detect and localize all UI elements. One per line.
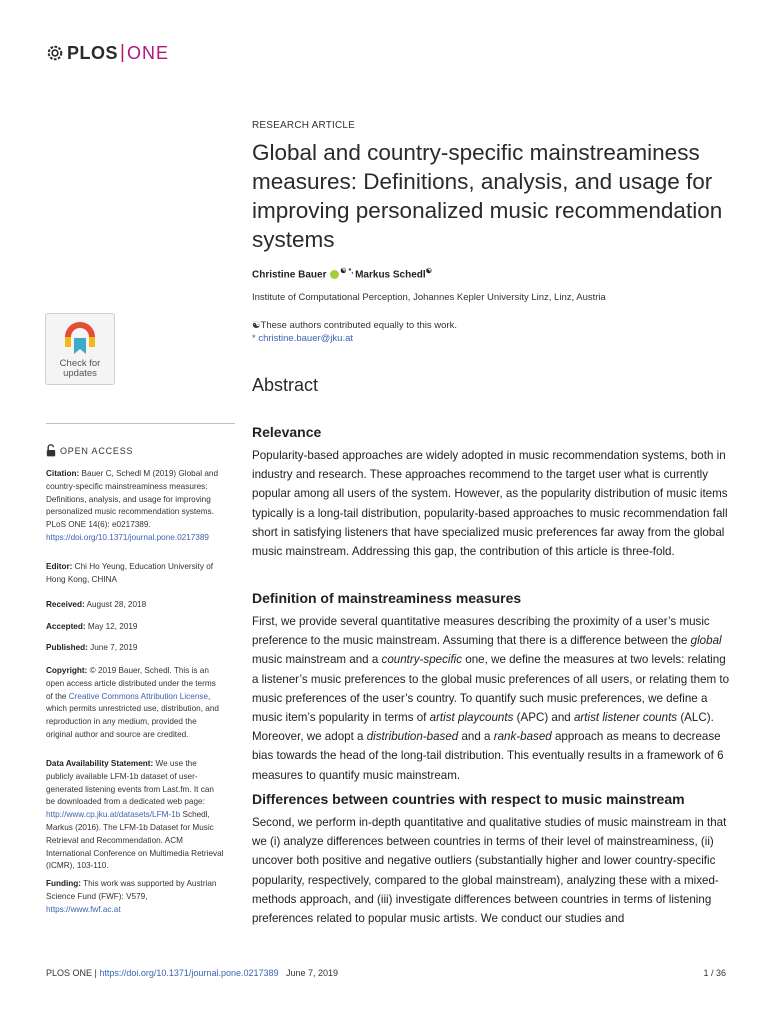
author-list (252, 267, 732, 280)
orcid-icon[interactable] (330, 270, 339, 279)
logo-plos-text: PLOS (67, 42, 119, 63)
funding-link[interactable]: https://www.fwf.ac.at (46, 904, 121, 914)
funding-label: Funding: (46, 879, 82, 888)
published-block (46, 642, 224, 655)
received-label: Received: (46, 600, 85, 609)
emphasis-distribution-based: distribution-based (366, 730, 459, 744)
footer-journal: PLOS ONE | (46, 968, 100, 978)
copyright-text: © 2019 Bauer, Schedl. This is an open access article distributed under the terms of the (46, 666, 216, 701)
open-lock-icon (46, 444, 56, 457)
data-availability-text-2: Schedl, Markus (2016). The LFM-1b Dataset for Music Retrieval and Recommendation. ACM International Conference on Multimedia Retrieval (ICMR), 103-110. (46, 810, 224, 871)
author-notes (252, 319, 732, 345)
data-availability-block (46, 758, 224, 873)
data-availability-label: Data Availability Statement: (46, 759, 154, 768)
citation-label: Citation: (46, 469, 80, 478)
differences-heading: Differences between countries with respect to music mainstream (252, 791, 685, 807)
open-access-label (46, 444, 133, 457)
received-block (46, 599, 224, 612)
author-marks: ☯ (425, 268, 432, 275)
emphasis-rank-based: rank-based (493, 730, 552, 744)
page-number: 1 / 36 (703, 968, 726, 978)
citation-text: Bauer C, Schedl M (2019) Global and country-specific mainstreaminess measures: Definitions, analysis, and usage for improving personalized music recommendation systems. PLoS ONE 14(6): e0217389. (46, 469, 219, 530)
accepted-label: Accepted: (46, 622, 86, 631)
abstract-heading: Abstract (252, 375, 319, 395)
check-for-updates-badge[interactable] (45, 313, 115, 385)
copyright-text-2: , which permits unrestricted use, distribution, and reproduction in any medium, provided the original author and source are credited. (46, 691, 219, 739)
published-date: June 7, 2019 (87, 643, 138, 652)
emphasis-artist-listener-counts: artist listener counts (573, 711, 678, 725)
definition-text: approach as means to decrease bias towards the head of the long-tail distribution. This eventually results in a framework of 6 measures to quantify music mainstream. (252, 730, 724, 782)
article-title: Global and country-specific mainstreaminess measures: Definitions, analysis, and usage for improving personalized music recommendation systems (252, 140, 723, 252)
data-availability-text: We use the publicly available LFM-1b dataset of user-generated listening events from Last.fm. It can be downloaded from a dedicated web page: (46, 759, 214, 807)
corresponding-author (252, 332, 732, 345)
relevance-paragraph: Popularity-based approaches are widely adopted in music recommendation systems, both in industry and research. These approaches recommend to the target user what is currently popular among all users of the system. However, as the popularity distribution of music items typically is a long-tail distribution, popularity-based approaches to music recommendation fall short in satisfying listeners that have specialized music preferences far away from the global music mainstream. Addressing this gap, the contribution of this article is three-fold. (252, 449, 728, 559)
accepted-date: May 12, 2019 (85, 622, 138, 631)
logo-one-text: ONE (126, 42, 169, 63)
definition-text: (APC) and (513, 711, 574, 725)
email-link[interactable]: christine.bauer@jku.at (258, 333, 354, 344)
logo-separator: | (120, 42, 125, 63)
plos-gear-icon (46, 44, 64, 62)
accepted-block (46, 621, 224, 634)
definition-text: First, we provide several quantitative measures describing the proximity of a user’s music preference to the music mainstream. Assuming that there is a difference between the (252, 615, 710, 648)
published-label: Published: (46, 643, 88, 652)
citation-block (46, 468, 224, 545)
differences-paragraph: Second, we perform in-depth quantitative and qualitative studies of music mainstream in that we (i) analyze differences between countries in terms of their level of mainstreaminess, (ii) uncover both positive and negative outliers (substantially higher and lower country-specific popularity, respectively, compared to the global mainstream), analyzing these with a mixed-methods approach, and (iii) investigate differences between countries in terms of listening preferences related to popular music artists. We conduct our studies and (252, 816, 727, 926)
definition-text: one, we define the measures at two levels: relating a listener’s music preferences to the global music preferences of all users, or relating them to music preferences of the user’s country. To quantify such music preferences, we define a music item’s popularity in terms of (252, 653, 730, 725)
affiliation: Institute of Computational Perception, Johannes Kepler University Linz, Linz, Austria (252, 292, 606, 303)
citation-doi-link[interactable]: https://doi.org/10.1371/journal.pone.0217389 (46, 532, 209, 542)
funding-block (46, 878, 224, 916)
author-name[interactable]: Christine Bauer (252, 269, 327, 281)
badge-line-1: Check for (59, 358, 101, 369)
open-access-text: OPEN ACCESS (60, 445, 134, 456)
editor-label: Editor: (46, 562, 73, 571)
author-marks: ☯ *, (340, 268, 356, 275)
funding-text: This work was supported by Austrian Science Fund (FWF): V579, (46, 879, 217, 901)
crossmark-icon (63, 320, 97, 356)
received-date: August 28, 2018 (84, 600, 147, 609)
definition-text: music mainstream and a (252, 653, 382, 667)
dataset-link[interactable]: http://www.cp.jku.at/datasets/LFM-1b (46, 810, 181, 820)
definition-paragraph (252, 612, 732, 785)
relevance-heading: Relevance (252, 424, 322, 440)
article-type: RESEARCH ARTICLE (252, 120, 356, 131)
emphasis-artist-playcounts: artist playcounts (429, 711, 514, 725)
emphasis-global: global (690, 634, 722, 648)
plos-one-logo[interactable] (46, 40, 169, 66)
author-name[interactable]: Markus Schedl (355, 269, 426, 281)
equal-contribution-note: ☯These authors contributed equally to this work. (252, 320, 457, 331)
corresponding-star: * (252, 333, 259, 344)
license-link[interactable]: Creative Commons Attribution License (68, 691, 209, 701)
definition-heading: Definition of mainstreaminess measures (252, 590, 522, 606)
definition-text: and a (458, 730, 494, 744)
sidebar-divider (46, 423, 235, 424)
copyright-label: Copyright: (46, 666, 88, 675)
emphasis-country-specific: country-specific (381, 653, 463, 667)
editor-text: Chi Ho Yeung, Education University of Hong Kong, CHINA (46, 562, 214, 584)
definition-text: (ALC). Moreover, we adopt a (252, 711, 714, 744)
editor-block (46, 561, 224, 587)
copyright-block (46, 665, 224, 742)
badge-line-2: updates (63, 368, 97, 379)
footer-doi-link[interactable]: https://doi.org/10.1371/journal.pone.0217389 (99, 968, 279, 978)
footer-date: June 7, 2019 (278, 968, 339, 978)
page-footer (46, 968, 726, 978)
